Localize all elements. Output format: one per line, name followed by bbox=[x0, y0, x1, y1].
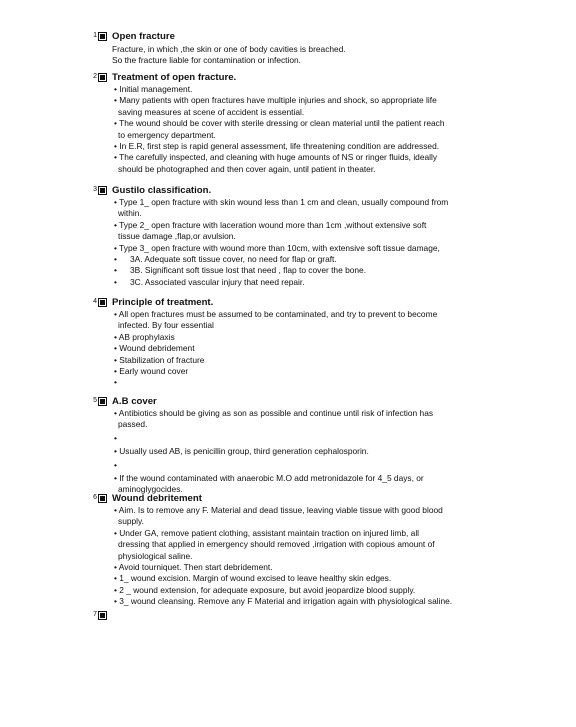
bullet-item: • Many patients with open fractures have multiple injuries and shock, so appropriate life bbox=[114, 95, 437, 106]
bullet-item: • bbox=[114, 432, 117, 443]
bullet-item: • 3_ wound cleansing. Remove any F Material and irrigation again with physiological saline. bbox=[114, 596, 453, 607]
text-line: saving measures at scene of accident is essential. bbox=[118, 106, 305, 117]
section-gustilo bbox=[90, 183, 490, 288]
section-number: 7 bbox=[93, 611, 97, 618]
square-bullet-icon bbox=[98, 494, 107, 503]
section-heading bbox=[90, 183, 490, 197]
text-line: infected. By four essential bbox=[118, 320, 214, 331]
text-line: supply. bbox=[118, 516, 144, 527]
bullet-item: • bbox=[114, 459, 117, 470]
section-principle bbox=[90, 295, 490, 389]
text-line: So the fracture liable for contamination or infection. bbox=[112, 55, 302, 66]
bullet-item: • Aim. Is to remove any F. Material and dead tissue, leaving viable tissue with good blood bbox=[114, 505, 443, 515]
section-heading bbox=[90, 295, 490, 309]
section-number: 1 bbox=[93, 32, 97, 39]
bullet-item: • bbox=[114, 377, 117, 388]
bullet-item: • All open fractures must be assumed to be contaminated, and try to prevent to become bbox=[114, 309, 438, 319]
bullet-item: • 2 _ wound extension, for adequate exposure, but avoid jeopardize blood supply. bbox=[114, 584, 416, 595]
section-wound-debritement bbox=[90, 491, 490, 608]
bullet-item: • Under GA, remove patient clothing, assistant maintain traction on injured limb, all bbox=[114, 527, 420, 538]
bullet-item: • The carefully inspected, and cleaning with huge amounts of NS or ringer fluids, ideally bbox=[114, 152, 438, 163]
section-number: 3 bbox=[93, 186, 97, 193]
section-title: Wound debritement bbox=[112, 492, 202, 504]
section-treatment bbox=[90, 70, 490, 175]
section-heading bbox=[90, 29, 490, 43]
bullet-item: • Type 3_ open fracture with wound more than 10cm, with extensive soft tissue damage, bbox=[114, 242, 440, 253]
section-heading bbox=[90, 70, 490, 84]
text-line: within. bbox=[118, 208, 142, 219]
text-line: to emergency department. bbox=[118, 129, 216, 140]
section-number: 5 bbox=[93, 397, 97, 404]
bullet-item: • If the wound contaminated with anaerobic M.O add metronidazole for 4_5 days, or bbox=[114, 473, 424, 484]
section-title: Principle of treatment. bbox=[112, 296, 214, 308]
square-bullet-icon bbox=[98, 298, 107, 307]
square-bullet-icon bbox=[98, 397, 107, 406]
square-bullet-icon bbox=[98, 611, 107, 620]
square-bullet-icon bbox=[98, 186, 107, 195]
text-line: Fracture, in which ,the skin or one of body cavities is breached. bbox=[112, 44, 346, 54]
section-7 bbox=[90, 608, 490, 622]
bullet-item: • Initial management. bbox=[114, 84, 193, 94]
section-open-fracture bbox=[90, 29, 490, 67]
text-line: physiological saline. bbox=[118, 550, 193, 561]
sub-bullet-item: • 3C. Associated vascular injury that need repair. bbox=[114, 276, 305, 287]
section-ab-cover bbox=[90, 394, 490, 496]
section-title: Gustilo classification. bbox=[112, 184, 212, 196]
text-line: aminoglygocides. bbox=[118, 484, 183, 495]
square-bullet-icon bbox=[98, 32, 107, 41]
bullet-item: • Wound debridement bbox=[114, 343, 195, 354]
section-title: A.B cover bbox=[112, 395, 157, 407]
text-line: should be photographed and then cover again, until patient in theater. bbox=[118, 163, 376, 174]
section-title: Open fracture bbox=[112, 30, 175, 42]
bullet-item: • Type 2_ open fracture with laceration wound more than 1cm ,without extensive soft bbox=[114, 219, 427, 230]
bullet-item: • Avoid tourniquet. Then start debridement. bbox=[114, 562, 273, 573]
bullet-item: • AB prophylaxis bbox=[114, 331, 175, 342]
text-line: dressing that applied in emergency should removed ,irrigation with copious amount of bbox=[118, 539, 435, 550]
bullet-item: • The wound should be cover with sterile dressing or clean material until the patient reach bbox=[114, 118, 445, 129]
sub-bullet-text: 3A. Adequate soft tissue cover, no need for flap or graft. bbox=[130, 254, 337, 265]
section-number: 4 bbox=[93, 298, 97, 305]
square-bullet-icon bbox=[98, 73, 107, 82]
sub-bullet-item: • 3A. Adequate soft tissue cover, no need for flap or graft. bbox=[114, 254, 337, 265]
sub-bullet-text: 3C. Associated vascular injury that need repair. bbox=[130, 276, 305, 287]
bullet-item: • Type 1_ open fracture with skin wound less than 1 cm and clean, usually compound from bbox=[114, 197, 449, 207]
section-title: Treatment of open fracture. bbox=[112, 71, 237, 83]
section-number: 6 bbox=[93, 494, 97, 501]
bullet-item: • Early wound cover bbox=[114, 366, 189, 377]
bullet-item: • Usually used AB, is penicillin group, third generation cephalosporin. bbox=[114, 446, 369, 457]
section-heading bbox=[90, 394, 490, 408]
sub-bullet-text: 3B. Significant soft tissue lost that need , flap to cover the bone. bbox=[130, 265, 367, 276]
sub-bullet-item: • 3B. Significant soft tissue lost that need , flap to cover the bone. bbox=[114, 265, 367, 276]
bullet-item: • Stabilization of fracture bbox=[114, 354, 205, 365]
section-heading bbox=[90, 608, 490, 622]
bullet-item: • In E.R, first step is rapid general assessment, life threatening condition are addressed. bbox=[114, 141, 440, 152]
text-line: passed. bbox=[118, 419, 148, 430]
bullet-item: • 1_ wound excision. Margin of wound excised to leave healthy skin edges. bbox=[114, 573, 392, 584]
text-line: tissue damage ,flap,or avulsion. bbox=[118, 231, 236, 242]
bullet-item: • Antibiotics should be giving as son as possible and continue until risk of infection has bbox=[114, 408, 434, 418]
section-heading bbox=[90, 491, 490, 505]
section-number: 2 bbox=[93, 73, 97, 80]
